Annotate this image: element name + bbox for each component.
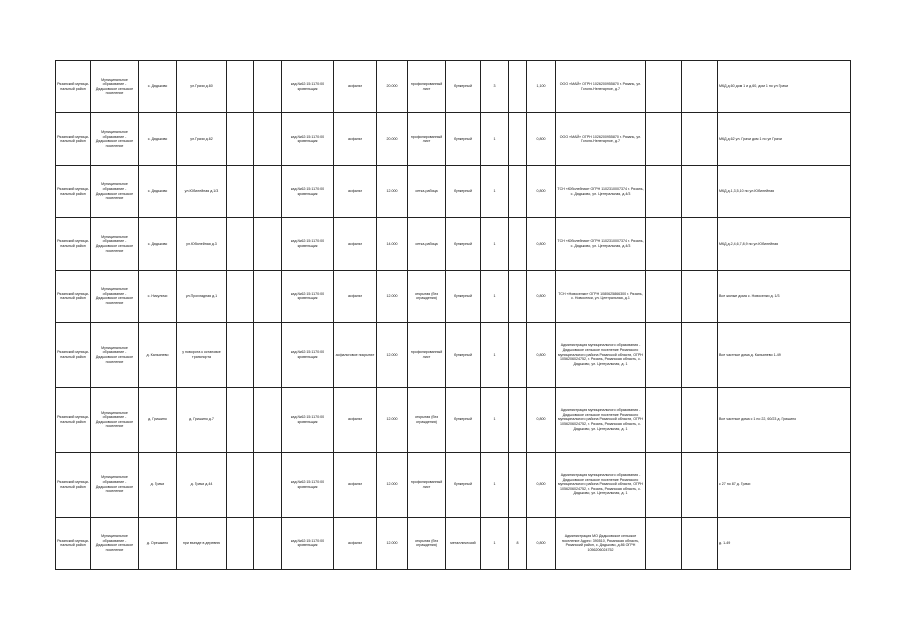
table-cell <box>509 270 527 322</box>
table-cell: профилированный лист <box>408 61 446 113</box>
table-cell: 12.000 <box>377 165 408 217</box>
table-row <box>56 387 851 452</box>
table-cell: ООО «МАЙ» ОГРН 1026200955870 г. Рязань, ул. Гоголя-Нелегарное, д.7 <box>556 61 646 113</box>
table-cell: с. Дядьково <box>139 218 177 270</box>
table-cell: ул.Прохладная д.1 <box>177 270 227 322</box>
table-cell <box>682 270 718 322</box>
table-cell: бункерный <box>446 452 481 517</box>
table-cell: Рязанский муници-пальный район <box>56 517 91 569</box>
table-cell: бункерный <box>446 113 481 165</box>
table-cell: профилированный лист <box>408 452 446 517</box>
table-cell: д. Грачи <box>139 452 177 517</box>
table-cell: профилированный лист <box>408 323 446 388</box>
table-cell: ТСН «Юбилейная» ОГРН 1102310007374 г. Рязань, с. Дядьково, ул. Центральная, д.4/3 <box>556 218 646 270</box>
table-cell: с. Дядьково <box>139 113 177 165</box>
table-cell: кад.№62:15:1170:00 кровельщик <box>282 517 334 569</box>
table-cell: МКД д.62 ул. Грачи дом 1 по ул Грачи <box>718 113 851 165</box>
table-cell: 14.000 <box>377 218 408 270</box>
table-cell: д. 1-49 <box>718 517 851 569</box>
table-cell: 20.000 <box>377 113 408 165</box>
table-cell: Муниципальное образование - Дядьковское сельское поселение <box>91 323 139 388</box>
table-cell: сетка-рабица <box>408 165 446 217</box>
table-cell <box>254 165 282 217</box>
table-cell: асфальт <box>334 61 377 113</box>
table-cell <box>254 218 282 270</box>
table-cell: 12.000 <box>377 517 408 569</box>
table-cell: открытая (без ограждения) <box>408 387 446 452</box>
table-cell: 20.000 <box>377 61 408 113</box>
table-cell: Муниципальное образование - Дядьковское сельское поселение <box>91 113 139 165</box>
table-cell: Муниципальное образование - Дядьковское сельское поселение <box>91 218 139 270</box>
table-cell <box>682 517 718 569</box>
table-cell: Муниципальное образование - Дядьковское сельское поселение <box>91 517 139 569</box>
table-cell <box>646 452 682 517</box>
table-cell: бункерный <box>446 61 481 113</box>
table-cell <box>509 113 527 165</box>
table-cell: 0,800 <box>527 517 556 569</box>
table-cell: асфальт <box>334 387 377 452</box>
table-cell <box>254 387 282 452</box>
table-cell <box>227 323 254 388</box>
table-cell <box>254 61 282 113</box>
table-cell: Рязанский муници-пальный район <box>56 323 91 388</box>
table-cell <box>227 218 254 270</box>
table-cell <box>646 270 682 322</box>
table-cell: 12.000 <box>377 323 408 388</box>
table-cell <box>254 113 282 165</box>
table-cell: бункерный <box>446 387 481 452</box>
table-cell: Рязанский муници-пальный район <box>56 165 91 217</box>
table-cell <box>509 165 527 217</box>
table-cell: бункерный <box>446 323 481 388</box>
table-cell <box>254 270 282 322</box>
table-cell: 1 <box>481 323 509 388</box>
table-cell <box>227 165 254 217</box>
table-cell: с. Никуличи <box>139 270 177 322</box>
table-cell: сетка-рабица <box>408 218 446 270</box>
table-cell: МКД д.1,3,5,10 по ул.Юбилейная <box>718 165 851 217</box>
table-cell: МКД д.60 дом 1 и д.60, дом 1 по ул Грачи <box>718 61 851 113</box>
table-cell: Рязанский муници-пальный район <box>56 387 91 452</box>
table-cell <box>646 165 682 217</box>
table-cell: 0,800 <box>527 452 556 517</box>
table-cell: ул.Юбилейная д.1/3 <box>177 165 227 217</box>
table-cell <box>227 387 254 452</box>
table-cell: Рязанский муници-пальный район <box>56 113 91 165</box>
table-cell: Муниципальное образование - Дядьковское сельское поселение <box>91 452 139 517</box>
table-cell <box>509 61 527 113</box>
table-cell <box>682 387 718 452</box>
table-cell: Муниципальное образование - Дядьковское сельское поселение <box>91 61 139 113</box>
table-cell <box>227 452 254 517</box>
table-cell: Муниципальное образование - Дядьковское сельское поселение <box>91 387 139 452</box>
table-cell: 0,800 <box>527 323 556 388</box>
table-cell: асфальт <box>334 165 377 217</box>
table-row <box>56 113 851 165</box>
table-cell: при въезде в деревню <box>177 517 227 569</box>
table-cell: ул.Грачи д.60 <box>177 61 227 113</box>
table-cell: д. Кальянево <box>139 323 177 388</box>
table-cell <box>646 323 682 388</box>
table-cell: металлический <box>446 517 481 569</box>
table-cell: 1 <box>481 113 509 165</box>
table-cell: Все частные дома д. Кальянево 1-49 <box>718 323 851 388</box>
table-cell <box>682 113 718 165</box>
table-cell: открытая (без ограждения) <box>408 517 446 569</box>
table-cell: 1 <box>481 517 509 569</box>
table-cell <box>646 517 682 569</box>
table-cell: бункерный <box>446 270 481 322</box>
table-cell: кад.№62:15:1170:00 кровельщик <box>282 270 334 322</box>
table-cell: открытая (без ограждения) <box>408 270 446 322</box>
table-cell: Рязанский муници-пальный район <box>56 270 91 322</box>
table-cell: асфальт <box>334 517 377 569</box>
table-cell <box>646 61 682 113</box>
table-cell: Рязанский муници-пальный район <box>56 452 91 517</box>
table-cell: кад.№62:15:1170:00 кровельщик <box>282 387 334 452</box>
table-cell <box>509 218 527 270</box>
table-cell: профилированный лист <box>408 113 446 165</box>
table-row <box>56 323 851 388</box>
table-cell <box>646 387 682 452</box>
table-cell <box>254 323 282 388</box>
table-cell: кад.№62:15:1170:00 кровельщик <box>282 165 334 217</box>
waste-site-registry-table <box>55 60 851 570</box>
table-cell: д. Гришино <box>139 387 177 452</box>
table-row <box>56 517 851 569</box>
table-cell <box>682 218 718 270</box>
table-cell: асфальт <box>334 218 377 270</box>
table-cell: 1,100 <box>527 61 556 113</box>
table-row <box>56 452 851 517</box>
table-cell <box>682 323 718 388</box>
table-cell: 1 <box>481 218 509 270</box>
table-cell: 0,800 <box>527 113 556 165</box>
table-cell <box>227 270 254 322</box>
table-cell: Администрация муниципального образования - Дядьковское сельское поселение Рязанского муниципального района Рязанской области, ОГРН 1056206024752, г. Рязань, Рязанская область, с. Дядьково, ул. Центральная, д. 1 <box>556 323 646 388</box>
table-cell: ТСН «Новоселки» ОГРН 1080625866300 г. Рязань, с. Новоселки, ул. Центральная, д.1 <box>556 270 646 322</box>
table-cell: 12.000 <box>377 452 408 517</box>
table-cell <box>682 61 718 113</box>
table-cell <box>254 452 282 517</box>
table-cell: Муниципальное образование - Дядьковское сельское поселение <box>91 270 139 322</box>
table-cell <box>646 218 682 270</box>
table-cell: 3 <box>481 61 509 113</box>
table-cell <box>227 113 254 165</box>
table-row <box>56 165 851 217</box>
table-cell: Администрация муниципального образования - Дядьковское сельское поселение Рязанского муниципального района Рязанской области, ОГРН 1056206024752, г. Рязань, Рязанская область, с. Дядьково, ул. Центральная, д. 1 <box>556 387 646 452</box>
table-cell: кад.№62:15:1170:00 кровельщик <box>282 113 334 165</box>
table-cell: ул.Юбилейная д.3 <box>177 218 227 270</box>
table-cell: 8 <box>509 517 527 569</box>
table-cell: д. Орешкино <box>139 517 177 569</box>
table-cell: Все частные дома с 1 по 22, 60/23 д. Гришино <box>718 387 851 452</box>
table-cell: Муниципальное образование - Дядьковское сельское поселение <box>91 165 139 217</box>
table-cell: 12.000 <box>377 387 408 452</box>
table-cell: 1 <box>481 165 509 217</box>
table-cell: Администрация муниципального образования - Дядьковское сельское поселение Рязанского муниципального района Рязанской области, ОГРН 1056206024752, г. Рязань, Рязанская область, с. Дядьково, ул. Центральная, д. 1 <box>556 452 646 517</box>
table-cell: с 27 по 87 д. Грачи <box>718 452 851 517</box>
table-cell: Рязанский муници-пальный район <box>56 218 91 270</box>
table-cell: бункерный <box>446 165 481 217</box>
table-cell <box>682 452 718 517</box>
table-cell: бункерный <box>446 218 481 270</box>
table-cell: д. Грачи д.44 <box>177 452 227 517</box>
table-cell: кад.№62:15:1170:00 кровельщик <box>282 218 334 270</box>
table-cell: кад.№62:15:1170:00 кровельщик <box>282 323 334 388</box>
table-cell <box>682 165 718 217</box>
table-cell <box>227 517 254 569</box>
table-cell: Администрация МО Дядьковское сельское поселение Адрес: 390510, Рязанская область, Рязанский район, с. Дядьково, д.86 ОГРН 1056206024752 <box>556 517 646 569</box>
table-cell: 1 <box>481 270 509 322</box>
table-row <box>56 270 851 322</box>
table-cell: асфальт <box>334 113 377 165</box>
table-cell: д. Гришино д.7 <box>177 387 227 452</box>
table-cell: ТСН «Юбилейная» ОГРН 1102310007374 г. Рязань, с. Дядьково, ул. Центральная, д.4/3 <box>556 165 646 217</box>
table-cell: с. Дядьково <box>139 61 177 113</box>
table-cell: Все жилые дома с. Новоселки д. 1/3 <box>718 270 851 322</box>
table-cell: ул.Грачи д.62 <box>177 113 227 165</box>
table-cell <box>509 387 527 452</box>
table-cell: 0,800 <box>527 270 556 322</box>
table-cell: асфальт <box>334 452 377 517</box>
table-cell: 0,800 <box>527 218 556 270</box>
table-cell <box>509 452 527 517</box>
table-cell <box>227 61 254 113</box>
table-cell: 0,800 <box>527 387 556 452</box>
table-cell: кад.№62:15:1170:00 кровельщик <box>282 452 334 517</box>
table-body <box>56 61 851 570</box>
table-cell: у поворота к остановке транспорта <box>177 323 227 388</box>
table-cell: с. Дядьково <box>139 165 177 217</box>
table-cell: асфальт <box>334 270 377 322</box>
table-cell: 0,800 <box>527 165 556 217</box>
table-cell <box>509 323 527 388</box>
table-cell: 1 <box>481 452 509 517</box>
table-cell: ООО «МАЙ» ОГРН 1026200955870 г. Рязань, ул. Гоголя-Нелегарное, д.7 <box>556 113 646 165</box>
table-cell <box>646 113 682 165</box>
table-cell: 1 <box>481 387 509 452</box>
table-cell: кад.№62:15:1170:00 кровельщик <box>282 61 334 113</box>
table-row <box>56 218 851 270</box>
table-cell: 12.000 <box>377 270 408 322</box>
table-row <box>56 61 851 113</box>
table-cell: асфальтовое покрытие <box>334 323 377 388</box>
table-cell: Рязанский муници-пальный район <box>56 61 91 113</box>
table-cell: МКД д.2,4,6,7,8,9 по ул.Юбилейная <box>718 218 851 270</box>
table-cell <box>254 517 282 569</box>
